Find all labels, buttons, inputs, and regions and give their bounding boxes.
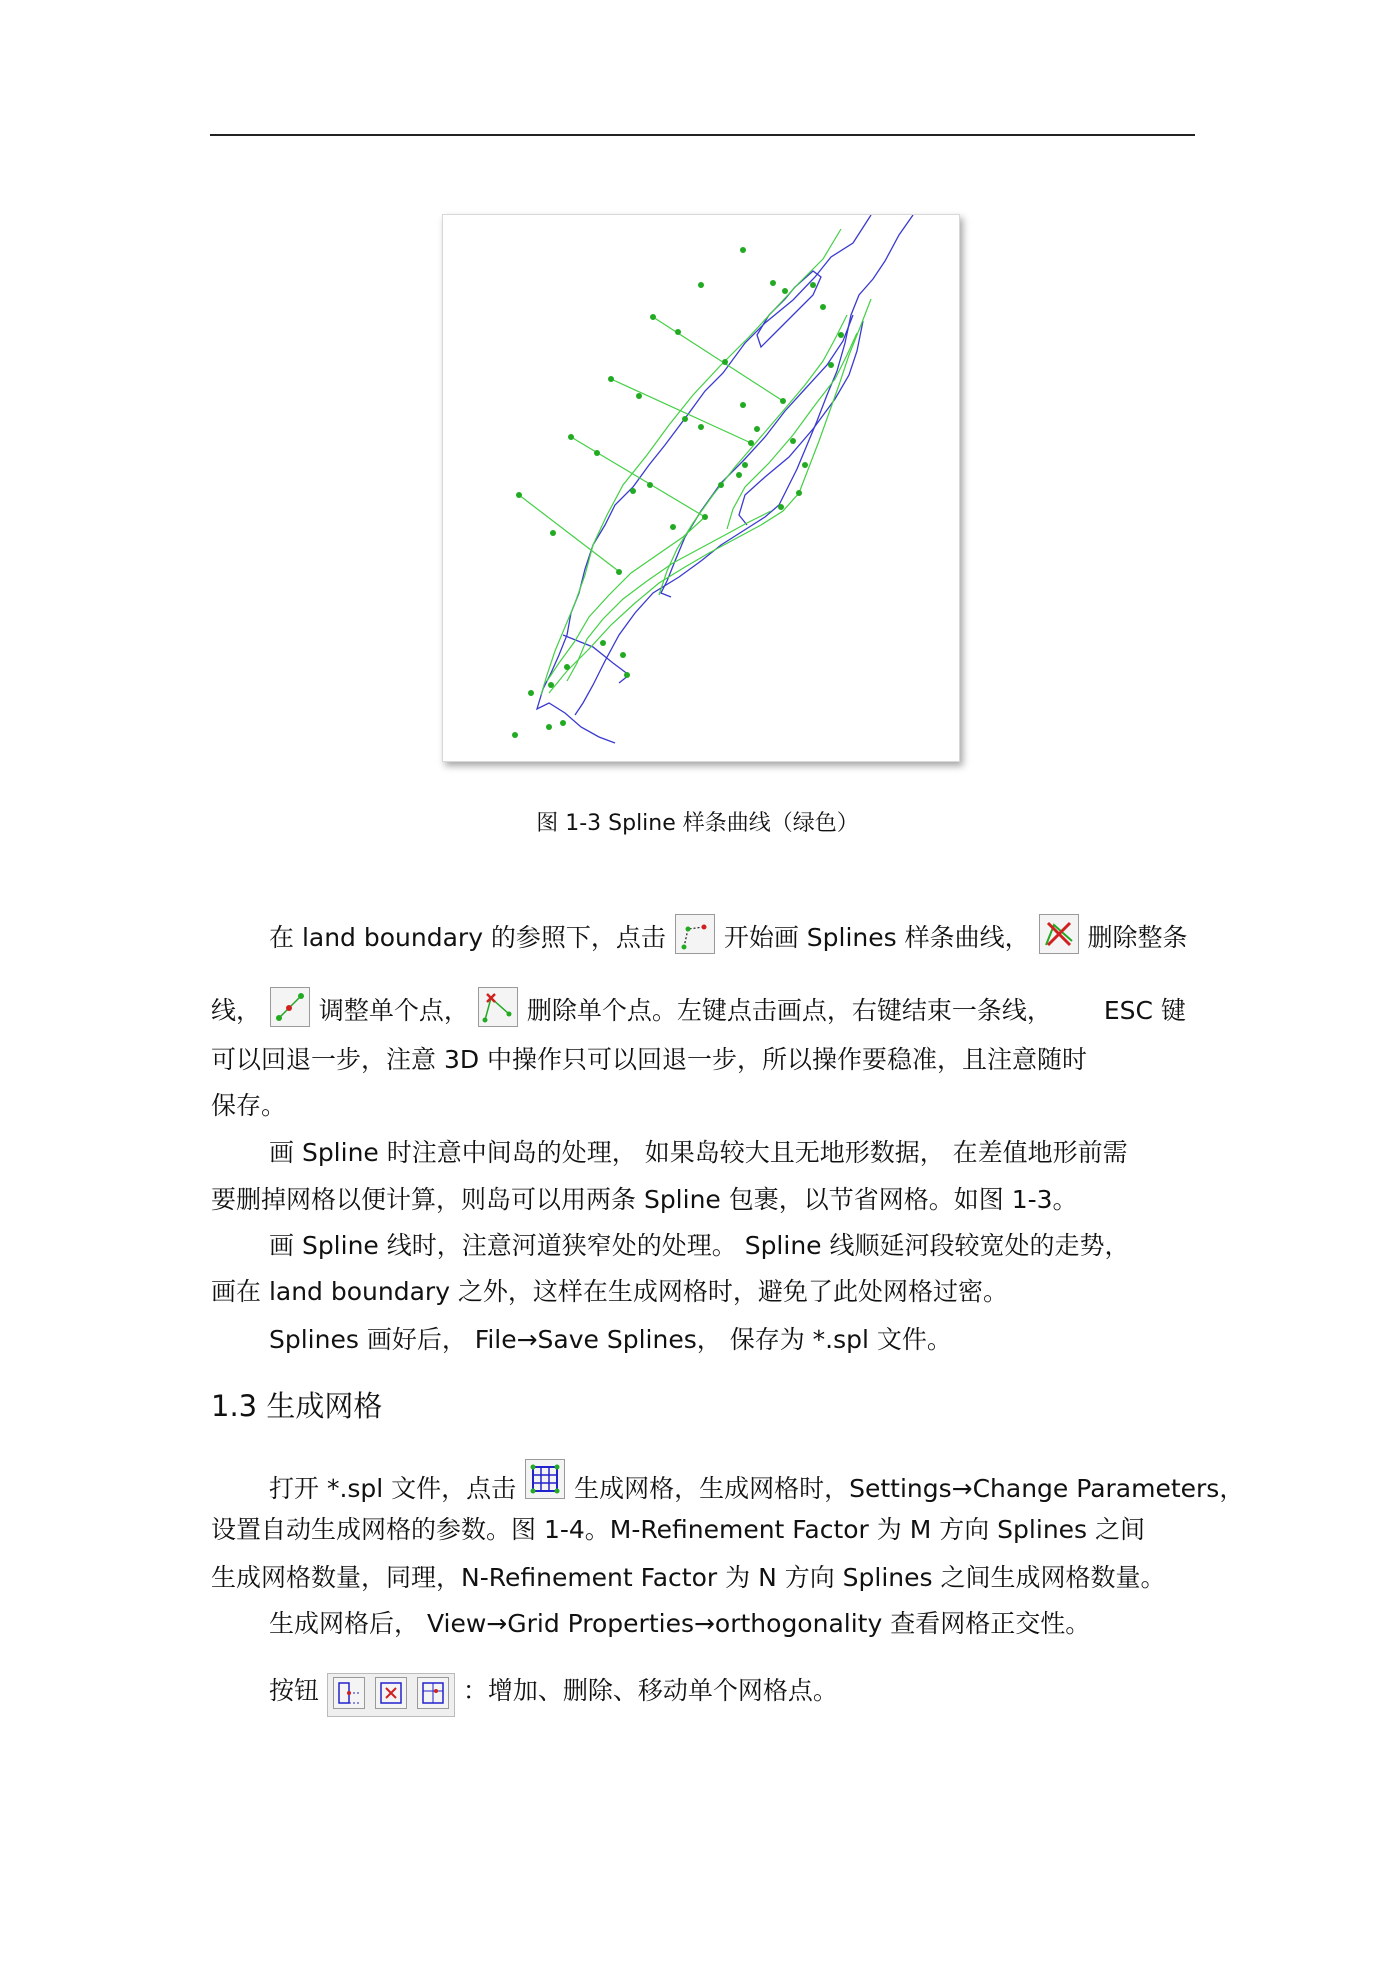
move-spline-point-icon[interactable] bbox=[270, 987, 310, 1027]
cross-spline-2 bbox=[611, 379, 751, 443]
cross-spline-1 bbox=[653, 317, 783, 401]
text: 打开 *.spl 文件，点击 bbox=[269, 1474, 517, 1503]
move-grid-point-icon[interactable] bbox=[417, 1677, 449, 1709]
spline-middle-left bbox=[659, 315, 847, 595]
paragraph-1-line-3: 可以回退一步，注意 3D 中操作只可以回退一步，所以操作要稳准，且注意随时 bbox=[211, 1045, 1088, 1074]
paragraph-3-line-2: 画在 land boundary 之外，这样在生成网格时，避免了此处网格过密。 bbox=[211, 1277, 1008, 1306]
delete-spline-point-icon[interactable] bbox=[478, 987, 518, 1027]
text: 生成网格，生成网格时，Settings→Change Parameters， bbox=[574, 1474, 1245, 1503]
paragraph-3: 画 Spline 线时，注意河道狭窄处的处理。 Spline 线顺延河段较宽处的走势， bbox=[269, 1231, 1130, 1260]
text: ：增加、删除、移动单个网格点。 bbox=[462, 1676, 838, 1705]
spline-left bbox=[541, 229, 841, 695]
middle-channel-left bbox=[661, 315, 853, 597]
section-heading: 1.3 生成网格 bbox=[211, 1389, 383, 1423]
land-boundary-left bbox=[537, 215, 871, 743]
text: 删除单个点。左键点击画点，右键结束一条线， bbox=[526, 996, 1052, 1025]
spline-figure bbox=[442, 214, 960, 762]
grid-paragraph-1 bbox=[211, 1459, 1259, 1507]
spline-right bbox=[549, 299, 871, 693]
add-grid-point-icon[interactable] bbox=[333, 1677, 365, 1709]
paragraph-2: 画 Spline 时注意中间岛的处理， 如果岛较大且无地形数据， 在差值地形前需 bbox=[269, 1138, 1128, 1167]
island-outline bbox=[757, 271, 821, 347]
header-rule bbox=[210, 134, 1195, 136]
cross-spline-3 bbox=[571, 437, 705, 517]
grid-point-toolbar bbox=[327, 1673, 455, 1717]
delete-grid-point-icon[interactable] bbox=[375, 1677, 407, 1709]
grid-paragraph-2: 生成网格后， View→Grid Properties→orthogonality 查看网格正交性。 bbox=[269, 1609, 1091, 1638]
text: 在 land boundary 的参照下，点击 bbox=[269, 923, 666, 952]
text: 删除整条 bbox=[1087, 923, 1188, 952]
grid-paragraph-3 bbox=[211, 1673, 1259, 1717]
text: 开始画 Splines 样条曲线， bbox=[723, 923, 1030, 952]
text: 调整单个点， bbox=[318, 996, 469, 1025]
delete-spline-icon[interactable] bbox=[1039, 914, 1079, 954]
cross-spline-4 bbox=[519, 495, 621, 573]
grid-paragraph-1-line-2: 设置自动生成网格的参数。图 1-4。M-Refinement Factor 为 M 方向 Splines 之间 bbox=[211, 1515, 1146, 1544]
text: 按钮 bbox=[269, 1676, 320, 1705]
paragraph-1 bbox=[211, 914, 1259, 956]
paragraph-4: Splines 画好后， File→Save Splines， 保存为 *.spl 文件。 bbox=[269, 1325, 952, 1354]
paragraph-2-line-2: 要删掉网格以便计算，则岛可以用两条 Spline 包裹，以节省网格。如图 1-3。 bbox=[211, 1185, 1078, 1214]
generate-grid-icon[interactable] bbox=[525, 1459, 565, 1499]
grid-paragraph-1-line-3: 生成网格数量，同理，N-Refinement Factor 为 N 方向 Splines 之间生成网格数量。 bbox=[211, 1563, 1166, 1592]
paragraph-1-line-2 bbox=[211, 987, 1201, 1029]
draw-spline-icon[interactable] bbox=[675, 914, 715, 954]
text: 线， bbox=[211, 996, 262, 1025]
text: ESC 键 bbox=[1103, 996, 1186, 1025]
paragraph-1-line-4: 保存。 bbox=[211, 1091, 287, 1120]
figure-caption: 图 1-3 Spline 样条曲线（绿色） bbox=[536, 811, 859, 836]
spline-middle-right bbox=[727, 333, 857, 529]
spline-map bbox=[443, 215, 959, 761]
